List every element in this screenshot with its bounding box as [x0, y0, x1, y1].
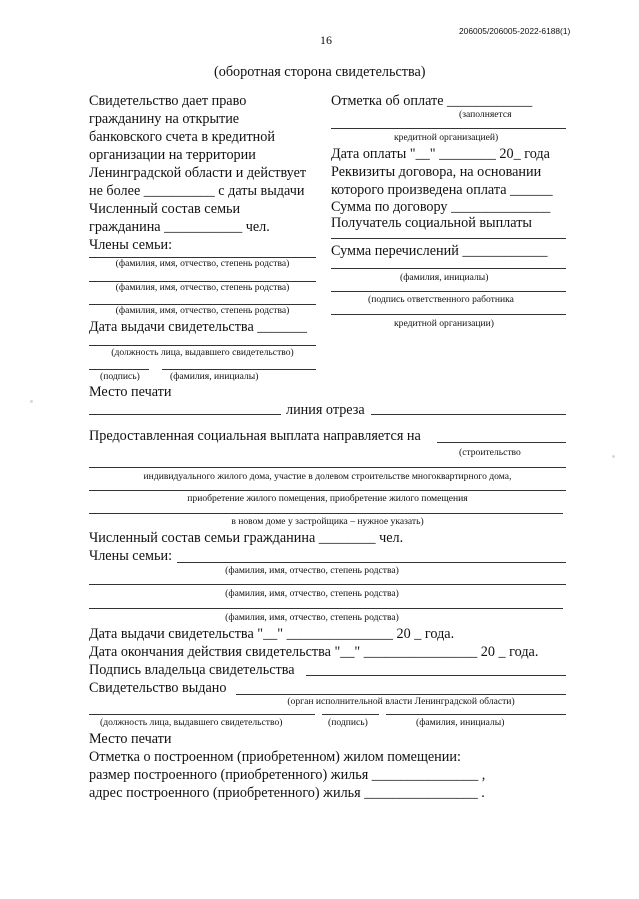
worker-org-caption: кредитной организации)	[394, 318, 494, 329]
purpose-line-3	[89, 513, 563, 514]
issued-by: Свидетельство выдано	[89, 680, 227, 696]
bottom-family-size: Численный состав семьи гражданина ________ чел.	[89, 530, 404, 546]
bottom-member-line-1	[177, 562, 566, 563]
bottom-member-line-2	[89, 584, 566, 585]
right-initials-caption: (фамилия, инициалы)	[400, 272, 489, 283]
worker-signature-line	[331, 291, 566, 292]
cut-line-right	[371, 414, 566, 415]
bottom-official-line	[89, 714, 315, 715]
left-initials-caption: (фамилия, инициалы)	[170, 371, 259, 382]
bottom-signature-line	[322, 714, 379, 715]
bottom-signature-caption: (подпись)	[328, 717, 368, 728]
page-number: 16	[320, 33, 332, 47]
bottom-member-caption-3: (фамилия, имя, отчество, степень родства)	[225, 612, 399, 623]
purpose-caption-4: в новом доме у застройщика – нужное указать)	[231, 516, 424, 527]
directed-to: Предоставленная социальная выплата направляется на	[89, 428, 421, 444]
cut-line-left	[89, 414, 281, 415]
left-official-caption: (должность лица, выдавшего свидетельство)	[111, 347, 294, 358]
issued-by-line	[236, 694, 566, 695]
left-line-4: организации на территории	[89, 147, 256, 163]
contract-line-2: которого произведена оплата ______	[331, 182, 553, 198]
owner-signature-line	[306, 675, 566, 676]
worker-org-line	[331, 314, 566, 315]
housing-size: размер построенного (приобретенного) жилья _______________ ,	[89, 767, 486, 783]
bottom-stamp: Место печати	[89, 731, 172, 747]
page-title: (оборотная сторона свидетельства)	[214, 64, 426, 80]
left-members-label: Члены семьи:	[89, 237, 173, 253]
left-signature-caption: (подпись)	[100, 371, 140, 382]
bottom-issue-date: Дата выдачи свидетельства "__" _______________ 20 _ года.	[89, 626, 455, 642]
purpose-line-1	[89, 467, 566, 468]
directed-line	[437, 442, 566, 443]
left-line-2: гражданину на открытие	[89, 111, 240, 127]
bottom-member-caption-2: (фамилия, имя, отчество, степень родства)	[225, 588, 399, 599]
housing-address: адрес построенного (приобретенного) жилья ________________ .	[89, 785, 485, 801]
bottom-initials-line	[386, 714, 566, 715]
left-official-line	[89, 345, 316, 346]
owner-signature: Подпись владельца свидетельства	[89, 662, 295, 678]
left-line-8: гражданина ___________ чел.	[89, 219, 270, 235]
left-initials-line	[162, 369, 316, 370]
left-member-caption-3: (фамилия, имя, отчество, степень родства)	[115, 305, 290, 316]
issued-by-caption: (орган исполнительной власти Ленинградской области)	[287, 696, 515, 707]
scan-speck	[30, 400, 33, 403]
purpose-caption-2: индивидуального жилого дома, участие в долевом строительстве многоквартирного дома,	[143, 471, 512, 482]
left-issue-date: Дата выдачи свидетельства _______	[89, 319, 307, 335]
transfer-sum: Сумма перечислений ____________	[331, 243, 548, 259]
initials-line	[331, 268, 566, 269]
worker-caption: (подпись ответственного работника	[368, 294, 514, 305]
fill-note: (заполняется	[459, 109, 512, 120]
recipient-line	[331, 238, 566, 239]
credit-org-caption: кредитной организацией)	[394, 132, 499, 143]
left-stamp: Место печати	[89, 384, 172, 400]
bottom-official-caption: (должность лица, выдавшего свидетельство)	[100, 717, 283, 728]
left-line-5: Ленинградской области и действует	[89, 165, 307, 181]
left-line-3: банковского счета в кредитной	[89, 129, 275, 145]
cut-line-label: линия отреза	[286, 402, 365, 418]
bottom-initials-caption: (фамилия, инициалы)	[416, 717, 505, 728]
bottom-expiry-date: Дата окончания действия свидетельства "__" ________________ 20 _ года.	[89, 644, 539, 660]
contract-line-1: Реквизиты договора, на основании	[331, 164, 542, 180]
left-signature-line	[89, 369, 149, 370]
left-member-caption-2: (фамилия, имя, отчество, степень родства)	[115, 282, 290, 293]
purpose-caption-3: приобретение жилого помещения, приобретение жилого помещения	[187, 493, 468, 504]
bottom-member-line-3	[89, 608, 563, 609]
bottom-member-caption-1: (фамилия, имя, отчество, степень родства)	[225, 565, 399, 576]
document-number: 206005/206005-2022-6188(1)	[459, 26, 571, 36]
left-member-caption-1: (фамилия, имя, отчество, степень родства)	[115, 258, 290, 269]
housing-mark: Отметка о построенном (приобретенном) жилом помещении:	[89, 749, 461, 765]
contract-sum: Сумма по договору ______________	[331, 199, 551, 215]
payment-mark: Отметка об оплате ____________	[331, 93, 533, 109]
credit-org-line	[331, 128, 566, 129]
purpose-caption-1: (строительство	[459, 447, 521, 458]
left-line-7: Численный состав семьи	[89, 201, 241, 217]
purpose-line-2	[89, 490, 566, 491]
scan-speck	[612, 455, 615, 458]
recipient: Получатель социальной выплаты	[331, 215, 532, 231]
payment-date: Дата оплаты "__" ________ 20_ года	[331, 146, 550, 162]
left-line-1: Свидетельство дает право	[89, 93, 247, 109]
left-line-6: не более __________ с даты выдачи	[89, 183, 305, 199]
bottom-members-label: Члены семьи:	[89, 548, 173, 564]
